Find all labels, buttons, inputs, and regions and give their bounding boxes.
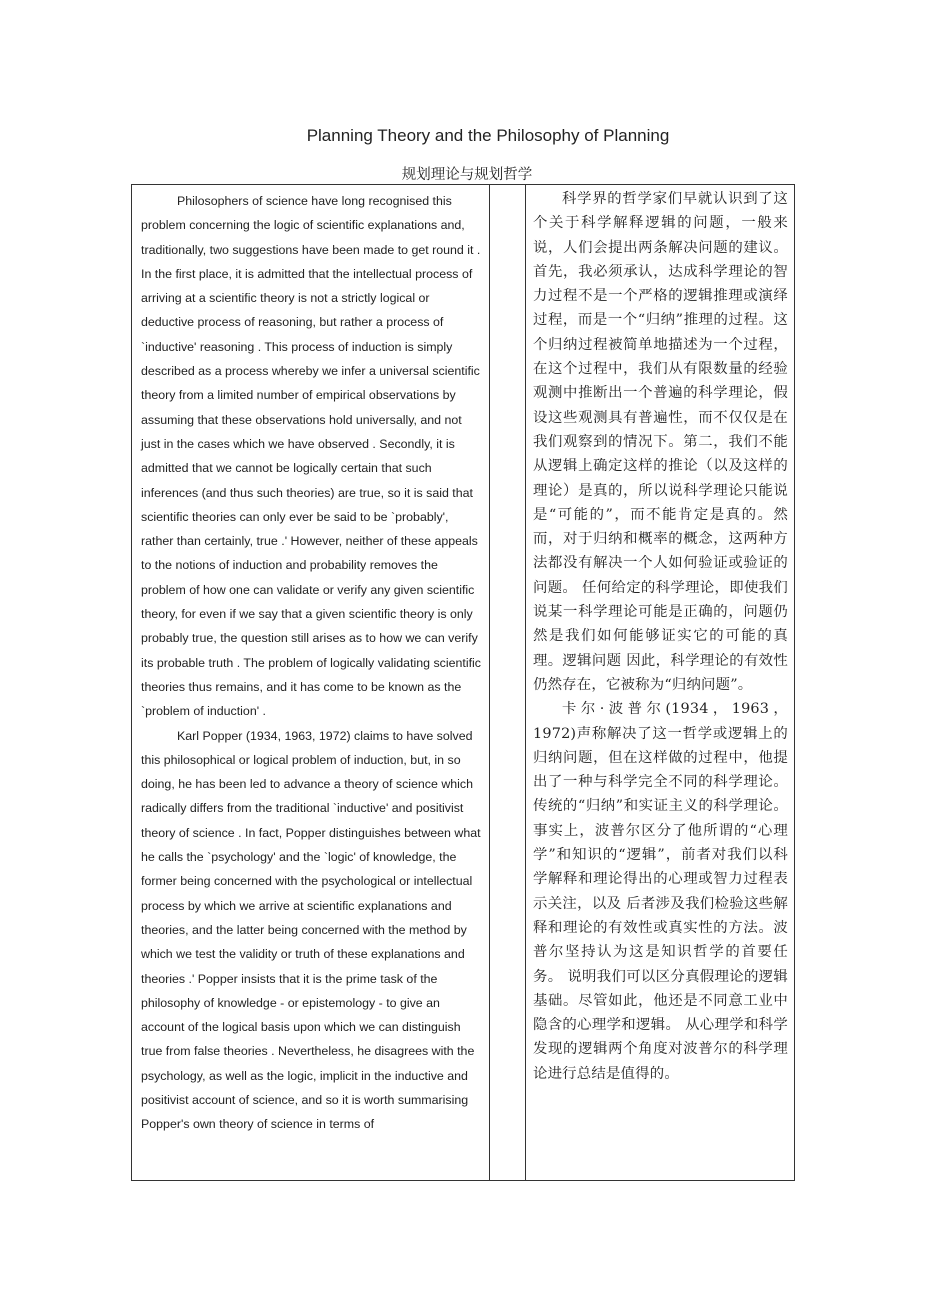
english-paragraph: Karl Popper (1934, 1963, 1972) claims to have solved this philosophical or logical problem of induction, but, in so doing, he has been led to advance a theory of science which radically differs from the traditional `inductive' and positivist theory of science . In fact, Popper distinguishes between what he calls the `psychology' and the `logic' of knowledge, the former being concerned with the psychological or intellectual process by which we arrive at scientific explanations and theories, and the latter being concerned with the method by which we test the validity or truth of these explanations and theories .' Popper insists that it is the prime task of the philosophy of knowledge - or epistemology - to give an account of the logical basis upon which we can distinguish true from false theories . Nevertheless, he disagrees with the psychology, as well as the logic, implicit in the inductive and positivist account of science, and so it is worth summarising Popper's own theory of science in terms of xyxy=(141,728,481,1132)
english-column xyxy=(141,189,483,1137)
chinese-paragraph: 卡尔·波普尔(1934，1963，1972)声称解决了这一哲学或逻辑上的归纳问题，但在这样做的过程中，他提出了一种与科学完全不同的科学理论。传统的“归纳”和实证主义的科学理论。事实上，波普尔区分了他所谓的“心理学”和知识的“逻辑”，前者对我们以科学解释和理论得出的心理或智力过程表示关注，以及 后者涉及我们检验这些解释和理论的有效性或真实性的方法。波普尔坚持认为这是知识哲学的首要任务。 说明我们可以区分真假理论的逻辑基础。尽管如此，他还是不同意工业中隐含的心理学和逻辑。 从心理学和科学发现的逻辑两个角度对波普尔的科学理论进行总结是值得的。 xyxy=(533,701,788,1082)
column-divider xyxy=(489,185,490,1180)
document-title: Planning Theory and the Philosophy of Planning xyxy=(306,126,670,145)
chinese-paragraph: 科学界的哲学家们早就认识到了这个关于科学解释逻辑的问题，一般来说，人们会提出两条解决问题的建议。首先，我必须承认，达成科学理论的智力过程不是一个严格的逻辑推理或演绎过程，而是一个“归纳”推理的过程。这个归纳过程被简单地描述为一个过程，在这个过程中，我们从有限数量的经验观测中推断出一个普遍的科学理论，假设这些观测具有普遍性，而不仅仅是在我们观察到的情况下。第二，我们不能从逻辑上确定这样的推论（以及这样的理论）是真的，所以说科学理论只能说是“可能的”，而不能肯定是真的。然而，对于归纳和概率的概念，这两种方法都没有解决一个人如何验证或验证的问题。 任何给定的科学理论，即使我们说某一科学理论可能是正确的，问题仍然是我们如何能够证实它的可能的真理。逻辑问题 因此，科学理论的有效性仍然存在，它被称为“归纳问题”。 xyxy=(533,191,788,693)
column-divider xyxy=(525,185,526,1180)
english-paragraph: Philosophers of science have long recognised this problem concerning the logic of scientific explanations and, traditionally, two suggestions have been made to get round it . In the first place, it is admitted that the intellectual process of arriving at a scientific theory is not a strictly logical or deductive process of reasoning, but rather a process of `inductive' reasoning . This process of induction is simply described as a process whereby we infer a universal scientific theory from a limited number of empirical observations by assuming that these observations hold universally, and not just in the cases which we have observed . Secondly, it is admitted that we cannot be logically certain that such inferences (and thus such theories) are true, so it is said that scientific theories can only ever be said to be `probably', rather than certainly, true .' However, neither of these appeals to the notions of induction and probability removes the problem of how one can validate or verify any given scientific theory, for even if we say that a given scientific theory is only probably true, the question still arises as to how we can verify its probable truth . The problem of logically validating scientific theories thus remains, and it has come to be known as the `problem of induction' . xyxy=(141,194,481,719)
document-subtitle: 规划理论与规划哲学 xyxy=(401,167,533,183)
chinese-column xyxy=(533,187,788,1086)
bilingual-table xyxy=(131,184,795,1181)
